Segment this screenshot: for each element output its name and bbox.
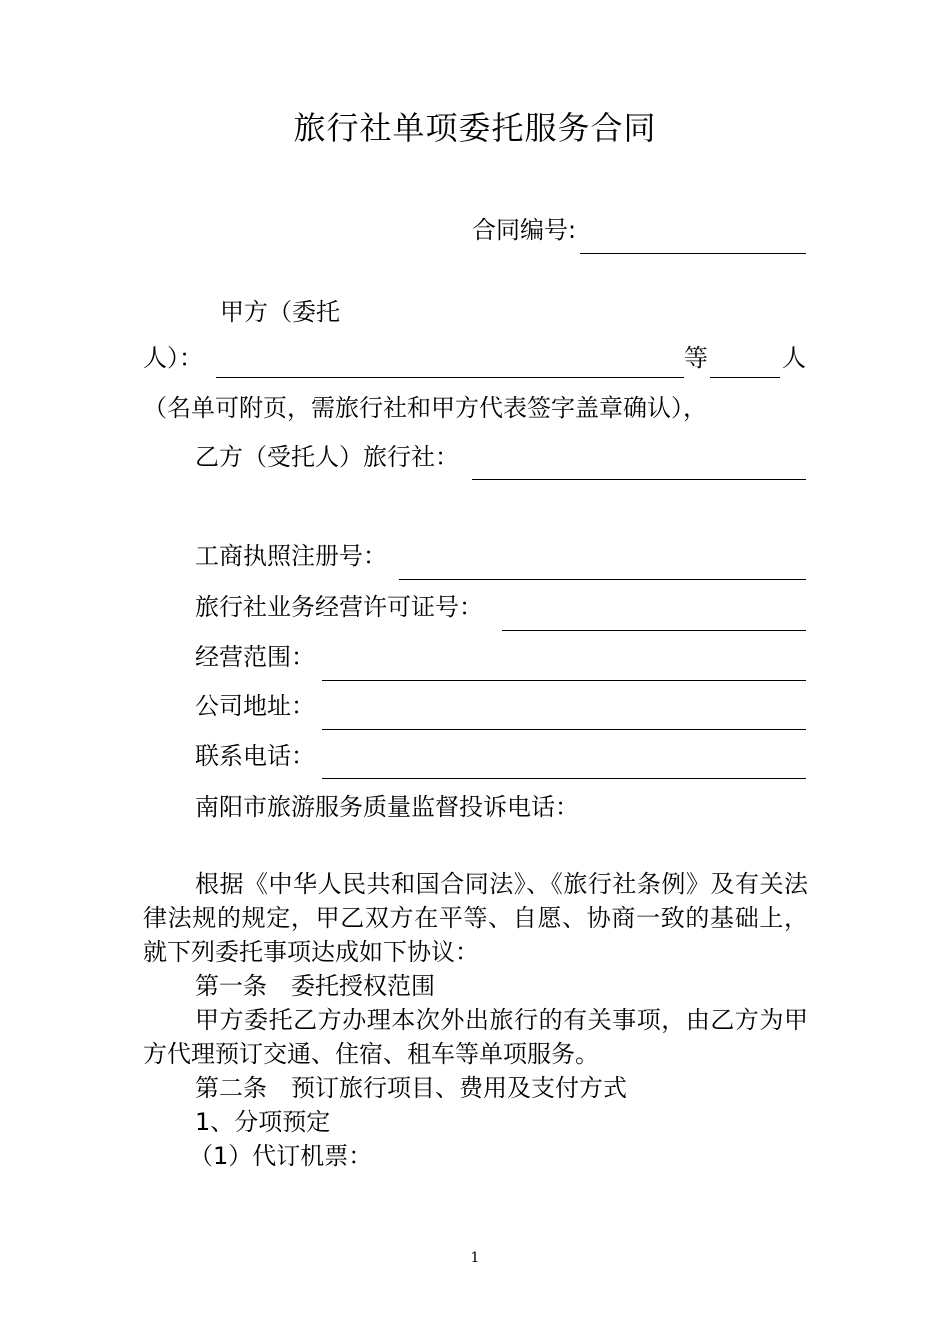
phone-label: 联系电话： — [195, 742, 315, 770]
party-a-count-blank[interactable] — [710, 377, 780, 378]
page-number: 1 — [470, 1250, 480, 1266]
article-1-body: 甲方委托乙方办理本次外出旅行的有关事项，由乙方为甲方代理预订交通、住宿、租车等单项服务。 — [143, 1006, 808, 1068]
license-label: 工商执照注册号： — [195, 542, 387, 570]
party-a-label-cont: 人）： — [143, 344, 203, 372]
license-blank[interactable] — [399, 579, 806, 580]
permit-label: 旅行社业务经营许可证号： — [195, 593, 483, 621]
item-1-1: （1）代订机票： — [189, 1142, 373, 1170]
contract-number-label: 合同编号: — [472, 216, 577, 244]
permit-blank[interactable] — [502, 630, 806, 631]
article-1-heading: 第一条 委托授权范围 — [195, 972, 435, 1000]
document-title: 旅行社单项委托服务合同 — [293, 109, 657, 147]
article-2-heading: 第二条 预订旅行项目、费用及支付方式 — [195, 1074, 627, 1102]
contract-body — [143, 867, 808, 1173]
ren-text: 人 — [782, 344, 806, 372]
phone-blank[interactable] — [322, 778, 806, 779]
party-b-label: 乙方（受托人）旅行社： — [195, 443, 459, 471]
party-b-blank[interactable] — [472, 479, 806, 480]
basis-paragraph: 根据《中华人民共和国合同法》、《旅行社条例》及有关法律法规的规定，甲乙双方在平等、自愿、协商一致的基础上，就下列委托事项达成如下协议： — [143, 870, 808, 966]
contract-number-blank[interactable] — [580, 253, 806, 254]
party-a-note: （名单可附页，需旅行社和甲方代表签字盖章确认）， — [143, 394, 707, 422]
scope-label: 经营范围： — [195, 643, 315, 671]
party-a-name-blank[interactable] — [216, 377, 684, 378]
address-blank[interactable] — [322, 729, 806, 730]
deng-text: 等 — [684, 344, 708, 372]
scope-blank[interactable] — [322, 680, 806, 681]
item-1: 1、分项预定 — [195, 1108, 331, 1136]
address-label: 公司地址： — [195, 692, 315, 720]
complaint-phone-label: 南阳市旅游服务质量监督投诉电话： — [195, 793, 579, 821]
party-a-label: 甲方（委托 — [220, 298, 340, 326]
